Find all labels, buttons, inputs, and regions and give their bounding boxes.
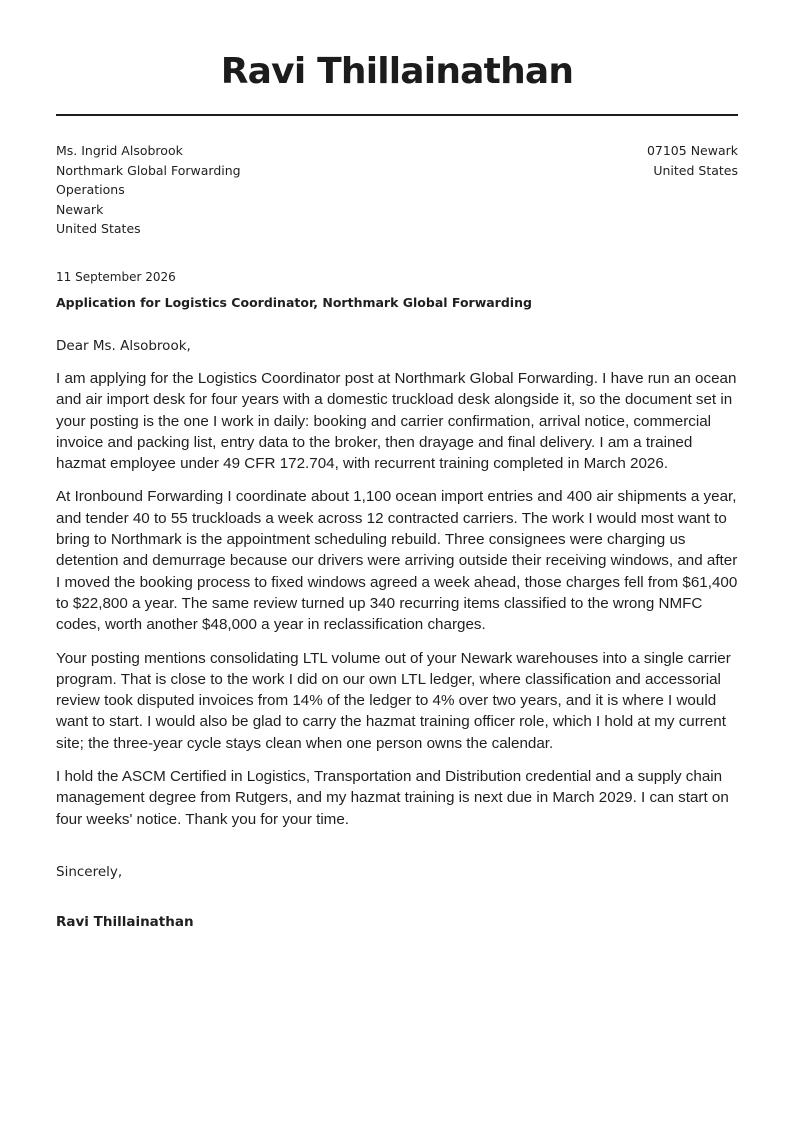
recipient-city: Newark xyxy=(56,201,104,217)
recipient-company: Northmark Global Forwarding xyxy=(56,162,241,178)
recipient-name: Ms. Ingrid Alsobrook xyxy=(56,143,183,158)
signature-name: Ravi Thillainathan xyxy=(56,914,194,930)
letter-body xyxy=(56,368,738,842)
body-paragraph-4: I hold the ASCM Certified in Logistics, Transportation and Distribution credential and a supply chain management degree from Rutgers, and my hazmat training is next due in March 2029. I can start on four weeks' notice. Thank you for your time. xyxy=(56,768,729,828)
sender-postcode-city: 07105 Newark xyxy=(646,143,738,158)
letter-closing: Sincerely, xyxy=(56,864,123,880)
recipient-department: Operations xyxy=(56,182,125,198)
letter-subject: Application for Logistics Coordinator, Northmark Global Forwarding xyxy=(56,295,532,310)
applicant-name-heading: Ravi Thillainathan xyxy=(220,51,574,92)
body-paragraph-2: At Ironbound Forwarding I coordinate about 1,100 ocean import entries and 400 air shipments a year, and tender 40 to 55 truckloads a week across 12 contracted carriers. The work I would most want to bring to Northmark is the appointment scheduling rebuild. Three consignees were charging us detention and demurrage because our drivers were arriving outside their receiving windows, and after I moved the booking process to fixed windows agreed a week ahead, those charges fell from $61,400 to $22,800 a year. The same review turned up 340 recurring items classified to the wrong NMFC codes, worth another $48,000 a year in reclassification charges. xyxy=(56,488,738,634)
sender-country: United States xyxy=(653,162,738,178)
header-divider xyxy=(56,114,738,116)
recipient-address-block xyxy=(56,141,241,239)
recipient-country: United States xyxy=(56,221,141,237)
letter-salutation: Dear Ms. Alsobrook, xyxy=(56,338,191,354)
body-paragraph-3: Your posting mentions consolidating LTL volume out of your Newark warehouses into a single carrier program. That is close to the work I did on our own LTL ledger, where classification and accessorial review took disputed invoices from 14% of the ledger to 4% over two years, and it is where I would want to start. I would also be glad to carry the hazmat training officer role, which I hold at my current site; the three-year cycle stays clean when one person owns the calendar. xyxy=(56,649,731,752)
letter-date: 11 September 2026 xyxy=(56,270,176,284)
sender-address-block xyxy=(647,141,738,180)
body-paragraph-1: I am applying for the Logistics Coordinator post at Northmark Global Forwarding. I have run an ocean and air import desk for four years with a domestic truckload desk alongside it, so the document set in your posting is the one I work in daily: booking and carrier confirmation, arrival notice, commercial invoice and packing list, entry data to the broker, then drayage and final delivery. I am a trained hazmat employee under 49 CFR 172.704, with recurrent training completed in March 2026. xyxy=(56,370,737,473)
